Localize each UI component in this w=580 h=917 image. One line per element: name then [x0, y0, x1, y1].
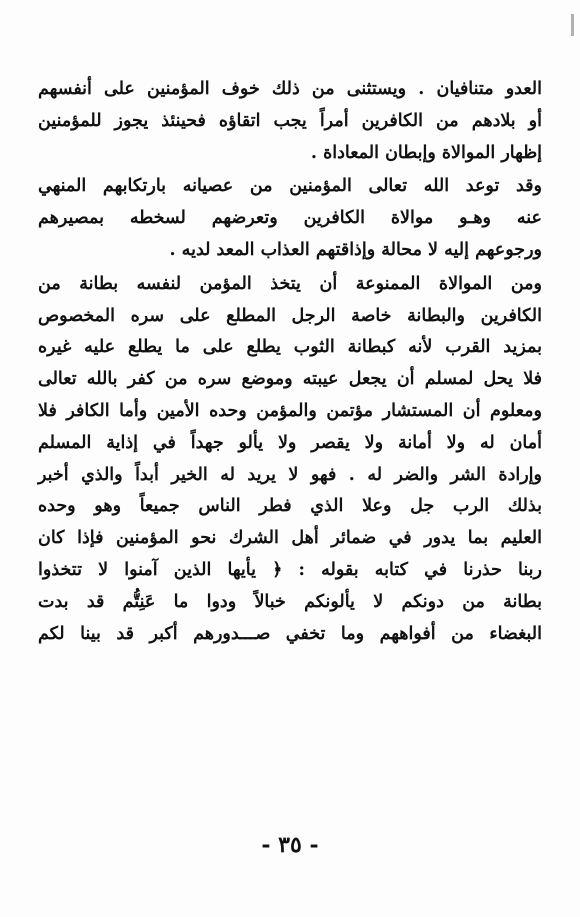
text-line: أو بلادهم من الكافرين أمراً يجب اتقاؤه فحينئذ يجوز للمؤمنين: [38, 110, 542, 131]
text-line: البغضاء من أفواههم وما تخفي صـــدورهم أكبر قد بينا لكم: [38, 623, 542, 644]
text-line: وقد توعد الله تعالى المؤمنين من عصيانه بارتكابهم المنهي: [38, 176, 542, 197]
page-edge-mark: [571, 14, 574, 36]
text-line: بذلك الرب جل وعلا الذي فطر الناس جميعاً وهو وحده: [38, 496, 542, 517]
text-line: ورجوعهم إليه لا محالة وإذاقتهم العذاب المعد لديه .: [169, 239, 542, 260]
text-line: ربنا حذرنا في كتابه بقوله : ﴿ يأيها الذين آمنوا لا تتخذوا: [38, 559, 542, 580]
text-line: الكافرين والبطانة خاصة الرجل المطلع على سره المخصوص: [38, 305, 542, 326]
text-line: ومعلوم أن المستشار مؤتمن والمؤمن وحده الأمين وأما الكافر فلا: [38, 400, 542, 421]
text-line: وإرادة الشر والضر له . فهو لا يريد له الخير أبداً والذي أخبر: [38, 464, 542, 485]
text-line: عنه وهـو موالاة الكافرين وتعرضهم لسخطه بمصيرهم: [38, 208, 542, 229]
text-line: إظهار الموالاة وإبطان المعاداة .: [310, 142, 542, 163]
text-line: أمان له ولا أمانة ولا يقصر ولا يألو جهداً في إذاية المسلم: [38, 432, 542, 453]
text-line: بمزيد القرب لأنه كبطانة الثوب يطلع على ما يطلع عليه غيره: [38, 337, 542, 358]
body-text: [38, 74, 542, 650]
text-line: ومن الموالاة الممنوعة أن يتخذ المؤمن لنفسه بطانة من: [38, 273, 542, 294]
text-line: العدو متنافيان . ويستثنى من ذلك خوف المؤمنين على أنفسهم: [38, 79, 542, 99]
text-line: بطانة من دونكم لا يألونكم خبالاً ودوا ما عَنِتُّم قد بدت: [38, 591, 542, 612]
text-line: العليم بما يدور في ضمائر أهل الشرك نحو المؤمنين فإذا كان: [38, 528, 542, 549]
page-number: - ٣٥ -: [261, 832, 319, 858]
text-line: فلا يحل لمسلم أن يجعل عيبته وموضع سره من كفر بالله تعالى: [38, 369, 542, 390]
